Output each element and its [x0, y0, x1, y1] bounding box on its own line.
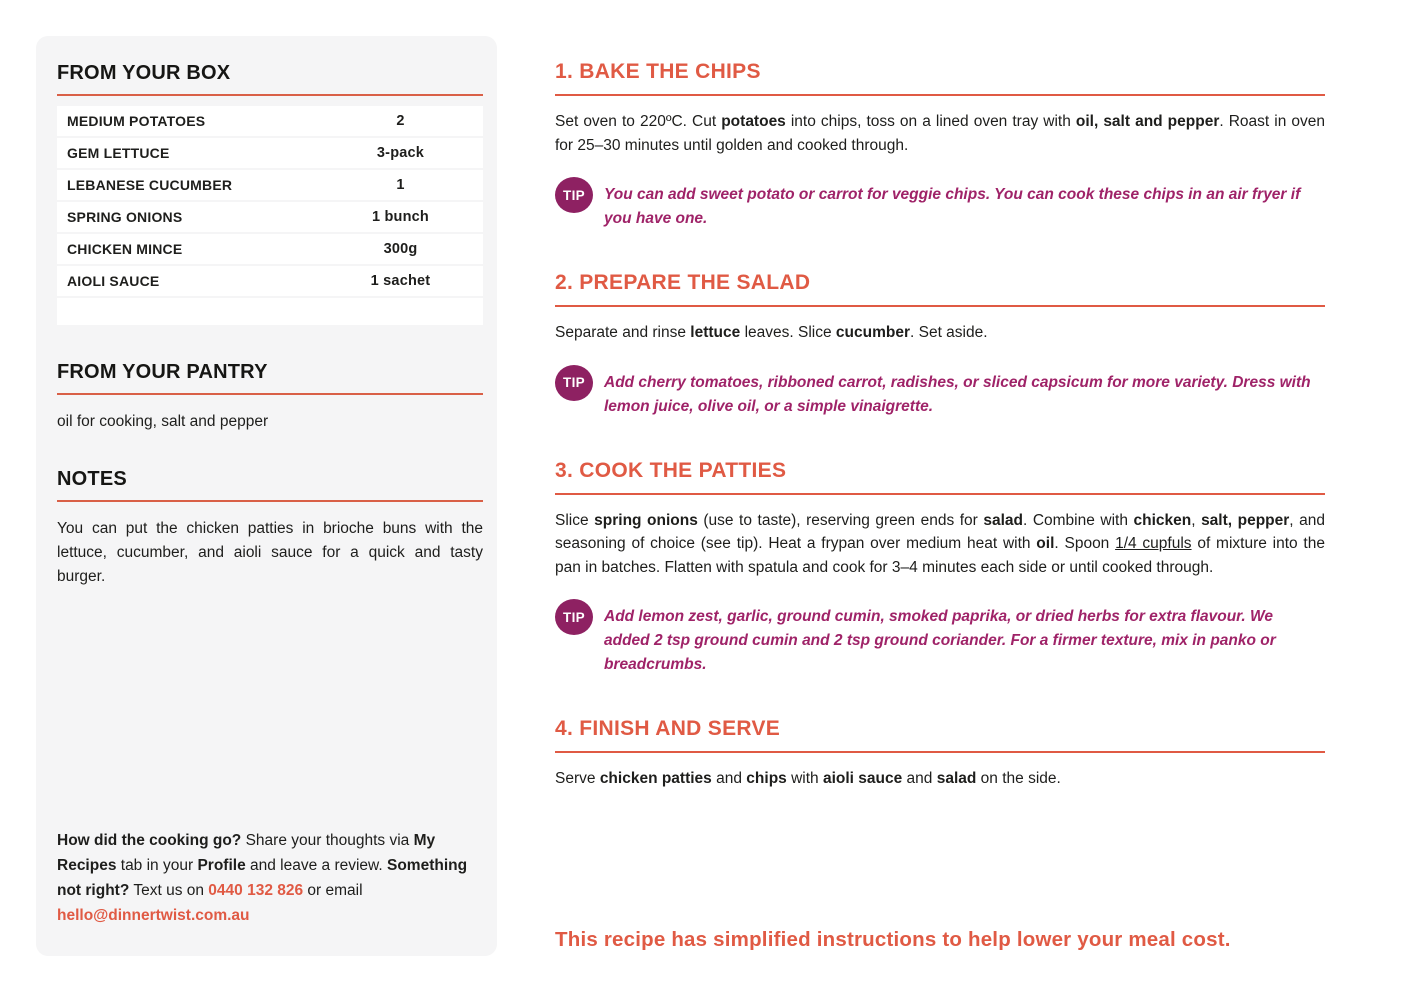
step-1 [555, 60, 1325, 231]
step-3-body [555, 509, 1325, 580]
ingredient-name: LEBANESE CUCUMBER [67, 177, 233, 193]
step-2-tip [555, 365, 1325, 419]
tip-badge: TIP [555, 177, 593, 213]
table-row [57, 170, 483, 202]
text-segment: potatoes [721, 113, 786, 130]
tip-badge: TIP [555, 365, 593, 401]
footer-question: Something not right? [57, 856, 468, 899]
step-1-heading: 1. BAKE THE CHIPS [555, 60, 1325, 96]
text-segment: Text us on [129, 881, 209, 899]
step-4-heading: 4. FINISH AND SERVE [555, 717, 1325, 753]
text-segment: 1/4 cupfuls [1115, 535, 1192, 553]
text-segment: chicken [1133, 511, 1192, 529]
tip-badge: TIP [555, 599, 593, 635]
text-segment: Separate and rinse [555, 324, 691, 342]
ingredient-qty: 300g [383, 241, 418, 257]
text-segment: with [786, 770, 823, 788]
footer-question: How did the cooking go? [57, 831, 242, 849]
ingredient-qty: 1 [396, 177, 405, 193]
table-row [57, 234, 483, 266]
text-segment: into chips, toss on a lined oven tray with [785, 113, 1076, 130]
text-segment: aioli sauce [822, 770, 903, 788]
text-segment: , [1191, 511, 1202, 529]
text-segment: leaves. Slice [740, 324, 836, 342]
text-segment: chips [746, 770, 787, 788]
text-segment: or email [303, 881, 363, 899]
ingredient-qty: 2 [396, 113, 405, 129]
text-segment: lettuce [690, 324, 741, 342]
cost-banner: This recipe has simplified instructions to help lower your meal cost. [555, 928, 1231, 951]
text-segment: cucumber [835, 324, 910, 342]
table-row [57, 202, 483, 234]
step-1-body [555, 110, 1325, 157]
text-segment: chicken patties [599, 770, 712, 788]
text-segment: (use to taste), reserving green ends for [697, 511, 984, 529]
text-segment: salad [936, 770, 977, 788]
text-segment: Share your thoughts via [241, 831, 414, 849]
ingredients-sidebar [36, 36, 497, 956]
step-2-heading: 2. PREPARE THE SALAD [555, 271, 1325, 307]
ingredient-name: AIOLI SAUCE [67, 273, 160, 289]
text-segment: of mixture into the pan in batches. Flatten with spatula and cook for 3–4 minutes each side or until cooked through. [555, 535, 1325, 576]
text-segment: , and seasoning of choice (see tip). Heat a frypan over medium heat with [555, 511, 1325, 553]
step-3 [555, 459, 1325, 678]
ingredient-name: SPRING ONIONS [67, 209, 183, 225]
text-segment: tab in your [116, 856, 198, 874]
feedback-footer [57, 828, 483, 928]
ingredient-name: CHICKEN MINCE [67, 241, 183, 257]
from-your-pantry-heading: FROM YOUR PANTRY [57, 361, 483, 395]
step-2-body [555, 321, 1325, 345]
step-4 [555, 717, 1325, 791]
text-segment: oil, salt and pepper [1075, 113, 1220, 130]
text-segment: . Combine with [1022, 511, 1134, 529]
text-segment: on the side. [976, 770, 1061, 788]
instructions-column [555, 60, 1325, 791]
step-2 [555, 271, 1325, 419]
pantry-text: oil for cooking, salt and pepper [57, 413, 269, 430]
table-row-empty [57, 298, 483, 327]
step-4-body [555, 767, 1325, 791]
tip-text: Add lemon zest, garlic, ground cumin, smoked paprika, or dried herbs for extra flavour. We added 2 tsp ground cumin and 2 tsp ground coriander. For a firmer texture, mix in panko or breadcrumbs. [604, 608, 1276, 674]
text-segment: Slice [555, 511, 595, 529]
notes-section [57, 468, 483, 589]
phone-link[interactable]: 0440 132 826 [208, 881, 304, 899]
table-row [57, 106, 483, 138]
pantry-section [57, 361, 483, 434]
text-segment: and [902, 770, 937, 788]
tip-text: You can add sweet potato or carrot for veggie chips. You can cook these chips in an air fryer if you have one. [604, 186, 1301, 228]
ingredient-name: GEM LETTUCE [67, 145, 170, 161]
ingredient-name: MEDIUM POTATOES [67, 113, 206, 129]
table-row [57, 266, 483, 298]
step-3-heading: 3. COOK THE PATTIES [555, 459, 1325, 495]
text-segment: . Set aside. [910, 324, 988, 342]
text-segment: and [711, 770, 747, 788]
ingredient-qty: 1 bunch [372, 209, 429, 225]
box-ingredients-table [57, 106, 483, 327]
table-row [57, 138, 483, 170]
notes-text: You can put the chicken patties in brioche buns with the lettuce, cucumber, and aioli sauce for a quick and tasty burger. [57, 520, 483, 586]
text-segment: and leave a review. [245, 856, 387, 874]
from-your-box-heading: FROM YOUR BOX [57, 62, 483, 96]
my-recipes-ref: My Recipes [57, 831, 436, 874]
step-3-tip [555, 599, 1325, 677]
text-segment: . Roast in oven for 25–30 minutes until golden and cooked through. [555, 113, 1326, 154]
ingredient-qty: 3-pack [376, 145, 425, 161]
notes-heading: NOTES [57, 468, 483, 502]
text-segment: spring onions [594, 511, 698, 529]
text-segment: salad [983, 511, 1023, 529]
text-segment: . Spoon [1054, 535, 1116, 553]
text-segment: Serve [555, 770, 600, 788]
tip-text: Add cherry tomatoes, ribboned carrot, radishes, or sliced capsicum for more variety. Dress with lemon juice, olive oil, or a simple vinaigrette. [604, 373, 1311, 415]
profile-ref: Profile [197, 856, 246, 874]
email-link[interactable]: hello@dinnertwist.com.au [57, 906, 250, 924]
text-segment: salt, pepper [1201, 511, 1290, 529]
step-1-tip [555, 177, 1325, 231]
text-segment: Set oven to 220ºC. Cut [555, 113, 722, 130]
ingredient-qty: 1 sachet [370, 273, 431, 289]
text-segment: oil [1036, 535, 1055, 553]
